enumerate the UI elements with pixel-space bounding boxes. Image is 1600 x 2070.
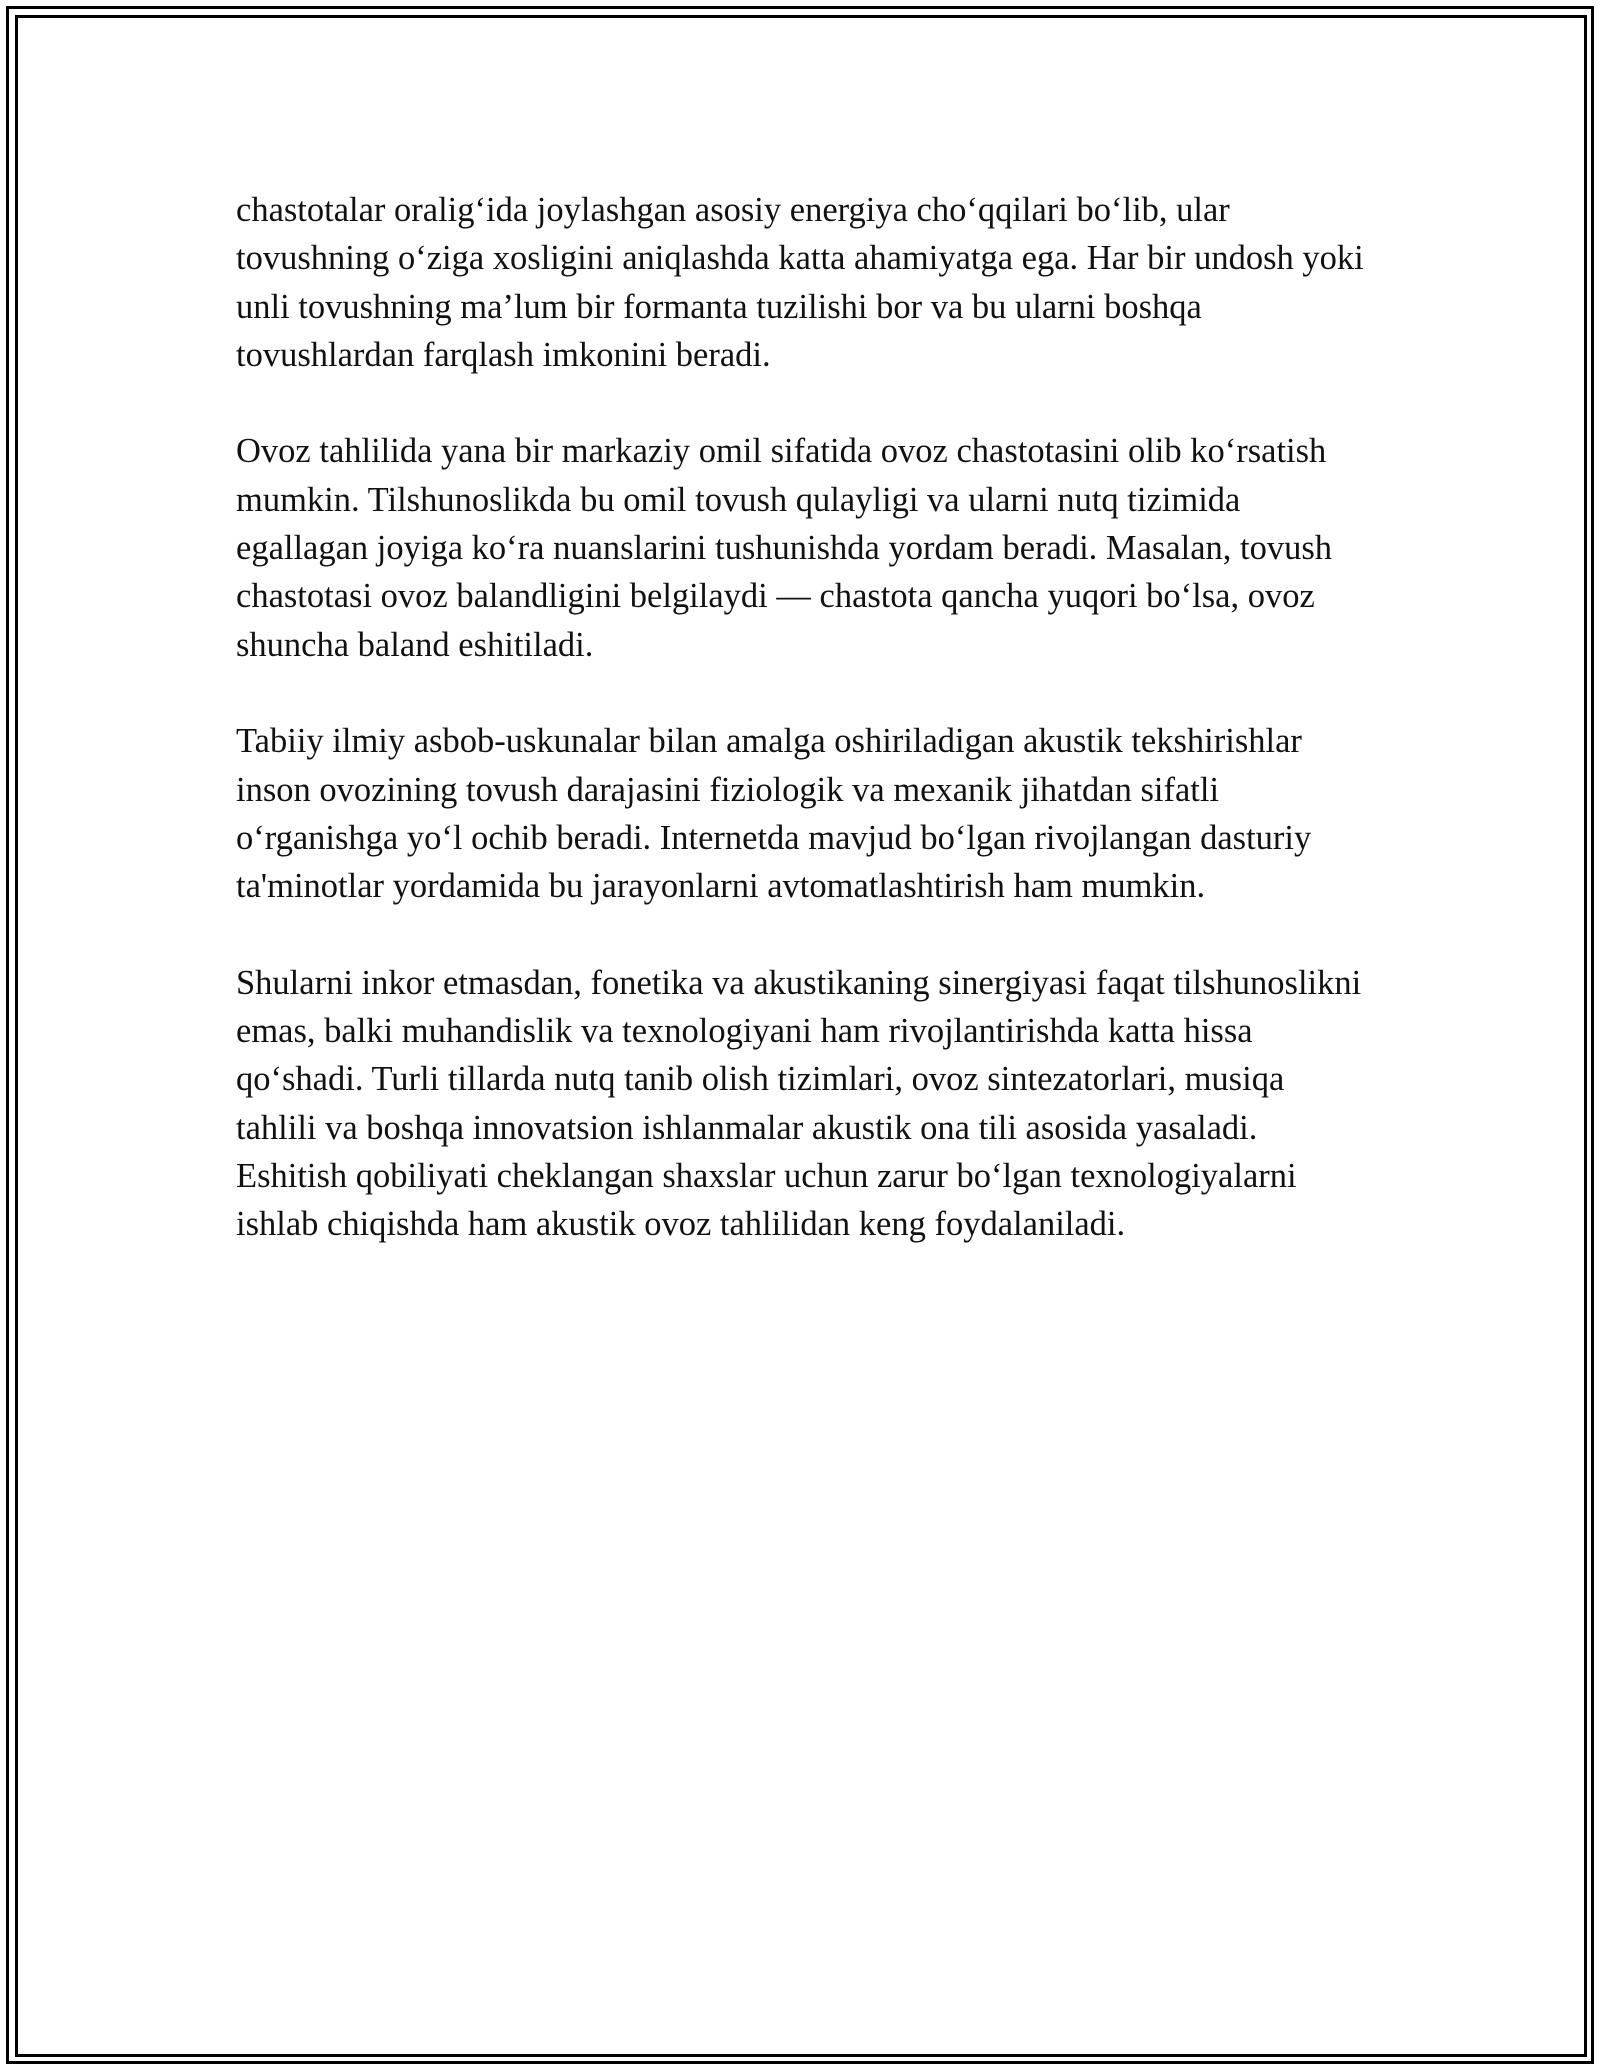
document-body — [236, 186, 1366, 1297]
paragraph-acoustic-instruments: Tabiiy ilmiy asbob-uskunalar bilan amalga oshiriladigan akustik tekshirishlar inson ovozining tovush darajasini fiziologik va mexanik jihatdan sifatli o‘rganishga yo‘l ochib beradi. Internetda mavjud bo‘lgan rivojlangan dasturiy ta'minotlar yordamida bu jarayonlarni avtomatlashtirish ham mumkin. — [236, 722, 1312, 906]
paragraph-formants: chastotalar oralig‘ida joylashgan asosiy energiya cho‘qqilari bo‘lib, ular tovushning o‘ziga xosligini aniqlashda katta ahamiyatga ega. Har bir undosh yoki unli tovushning ma’lum bir formanta tuzilishi bor va bu ularni boshqa tovushlardan farqlash imkonini beradi. — [236, 191, 1364, 374]
paragraph-synergy: Shularni inkor etmasdan, fonetika va akustikaning sinergiyasi faqat tilshunoslikni emas, balki muhandislik va texnologiyani ham rivojlantirishda katta hissa qo‘shadi. Turli tillarda nutq tanib olish tizimlari, ovoz sintezatorlari, musiqa tahlili va boshqa innovatsion ishlanmalar akustik ona tili asosida yasaladi. Eshitish qobiliyati cheklangan shaxslar uchun zarur bo‘lgan texnologiyalarni ishlab chiqishda ham akustik ovoz tahlilidan keng foydalaniladi. — [236, 963, 1362, 1244]
paragraph-voice-frequency: Ovoz tahlilida yana bir markaziy omil sifatida ovoz chastotasini olib ko‘rsatish mumkin. Tilshunoslikda bu omil tovush qulayligi va ularni nutq tizimida egallagan joyiga ko‘ra nuanslarini tushunishda yordam beradi. Masalan, tovush chastotasi ovoz balandligini belgilaydi — chastota qancha yuqori bo‘lsa, ovoz shuncha baland eshitiladi. — [236, 432, 1333, 664]
